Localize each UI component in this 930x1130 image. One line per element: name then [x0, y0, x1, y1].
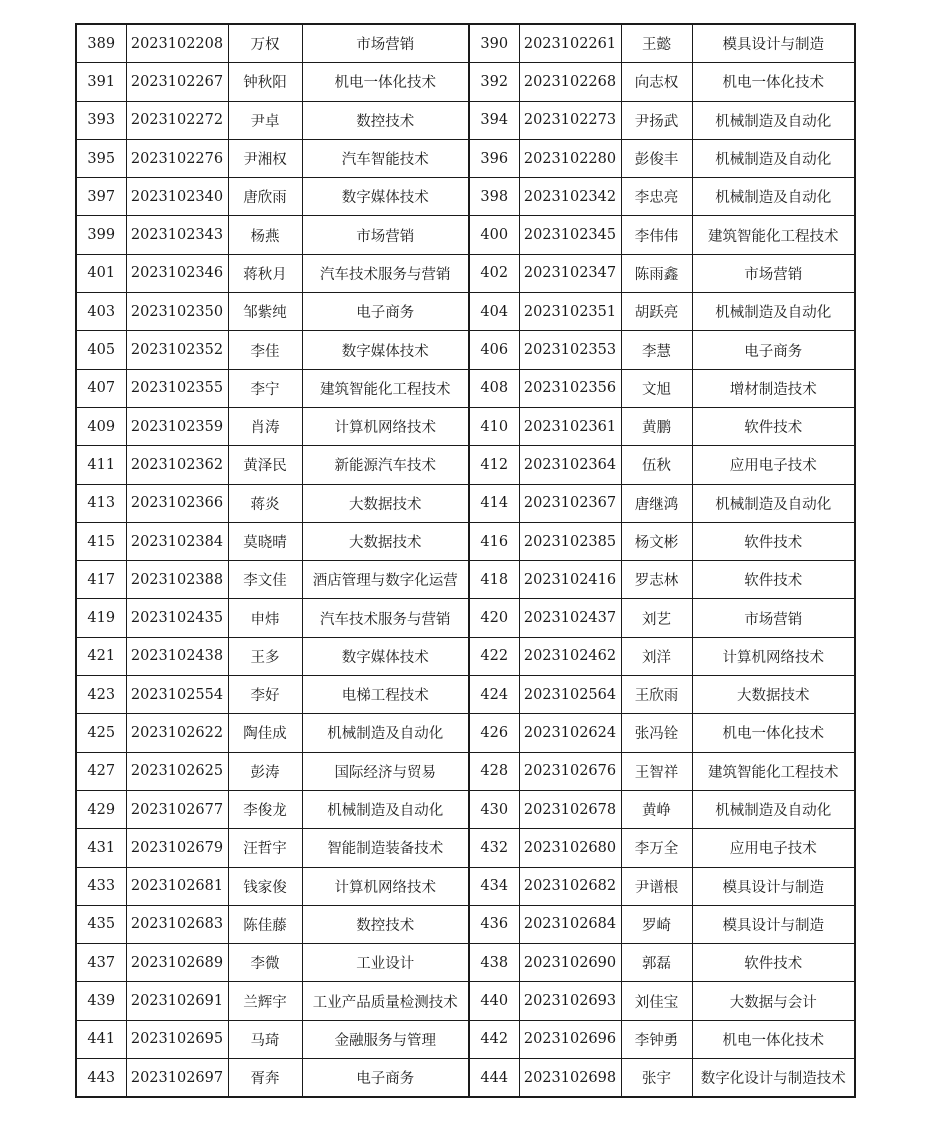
- student-name-cell: 钟秋阳: [228, 63, 302, 101]
- student-id-cell: 2023102276: [126, 139, 228, 177]
- table-row: [76, 599, 855, 637]
- serial-number-cell: 406: [469, 331, 519, 369]
- student-id-cell: 2023102364: [519, 446, 621, 484]
- student-name-cell: 彭涛: [228, 752, 302, 790]
- serial-number-cell: 420: [469, 599, 519, 637]
- table-row: [76, 369, 855, 407]
- major-cell: 数字媒体技术: [302, 331, 469, 369]
- major-cell: 软件技术: [692, 522, 855, 560]
- major-cell: 机械制造及自动化: [692, 178, 855, 216]
- student-id-cell: 2023102366: [126, 484, 228, 522]
- major-cell: 计算机网络技术: [302, 867, 469, 905]
- student-name-cell: 李慧: [621, 331, 692, 369]
- serial-number-cell: 425: [76, 714, 126, 752]
- major-cell: 机械制造及自动化: [692, 484, 855, 522]
- student-id-cell: 2023102261: [519, 24, 621, 63]
- serial-number-cell: 437: [76, 944, 126, 982]
- student-id-cell: 2023102272: [126, 101, 228, 139]
- major-cell: 应用电子技术: [692, 829, 855, 867]
- major-cell: 增材制造技术: [692, 369, 855, 407]
- student-id-cell: 2023102696: [519, 1020, 621, 1058]
- serial-number-cell: 442: [469, 1020, 519, 1058]
- major-cell: 机械制造及自动化: [692, 293, 855, 331]
- major-cell: 市场营销: [692, 599, 855, 637]
- table-row: [76, 254, 855, 292]
- serial-number-cell: 400: [469, 216, 519, 254]
- student-id-cell: 2023102268: [519, 63, 621, 101]
- student-id-cell: 2023102690: [519, 944, 621, 982]
- student-id-cell: 2023102362: [126, 446, 228, 484]
- serial-number-cell: 416: [469, 522, 519, 560]
- student-name-cell: 尹湘权: [228, 139, 302, 177]
- student-id-cell: 2023102624: [519, 714, 621, 752]
- student-name-cell: 李佳: [228, 331, 302, 369]
- student-name-cell: 杨文彬: [621, 522, 692, 560]
- table-row: [76, 24, 855, 63]
- serial-number-cell: 441: [76, 1020, 126, 1058]
- serial-number-cell: 435: [76, 905, 126, 943]
- serial-number-cell: 414: [469, 484, 519, 522]
- serial-number-cell: 410: [469, 407, 519, 445]
- student-name-cell: 汪哲宇: [228, 829, 302, 867]
- serial-number-cell: 409: [76, 407, 126, 445]
- major-cell: 大数据与会计: [692, 982, 855, 1020]
- student-name-cell: 胥奔: [228, 1059, 302, 1098]
- student-name-cell: 马琦: [228, 1020, 302, 1058]
- major-cell: 数字化设计与制造技术: [692, 1059, 855, 1098]
- student-name-cell: 向志权: [621, 63, 692, 101]
- student-id-cell: 2023102683: [126, 905, 228, 943]
- student-id-cell: 2023102691: [126, 982, 228, 1020]
- student-id-cell: 2023102347: [519, 254, 621, 292]
- student-id-cell: 2023102359: [126, 407, 228, 445]
- major-cell: 数字媒体技术: [302, 637, 469, 675]
- table-row: [76, 522, 855, 560]
- student-id-cell: 2023102346: [126, 254, 228, 292]
- major-cell: 电子商务: [302, 293, 469, 331]
- major-cell: 机械制造及自动化: [692, 101, 855, 139]
- major-cell: 机电一体化技术: [692, 714, 855, 752]
- student-id-cell: 2023102698: [519, 1059, 621, 1098]
- student-name-cell: 唐欣雨: [228, 178, 302, 216]
- major-cell: 软件技术: [692, 407, 855, 445]
- major-cell: 汽车技术服务与营销: [302, 254, 469, 292]
- major-cell: 大数据技术: [692, 676, 855, 714]
- serial-number-cell: 407: [76, 369, 126, 407]
- student-name-cell: 文旭: [621, 369, 692, 407]
- serial-number-cell: 395: [76, 139, 126, 177]
- major-cell: 建筑智能化工程技术: [692, 752, 855, 790]
- major-cell: 机电一体化技术: [692, 63, 855, 101]
- student-id-cell: 2023102697: [126, 1059, 228, 1098]
- serial-number-cell: 432: [469, 829, 519, 867]
- table-row: [76, 944, 855, 982]
- student-id-cell: 2023102680: [519, 829, 621, 867]
- student-id-cell: 2023102356: [519, 369, 621, 407]
- serial-number-cell: 418: [469, 561, 519, 599]
- serial-number-cell: 392: [469, 63, 519, 101]
- student-name-cell: 李宁: [228, 369, 302, 407]
- student-id-cell: 2023102355: [126, 369, 228, 407]
- student-name-cell: 陶佳成: [228, 714, 302, 752]
- major-cell: 新能源汽车技术: [302, 446, 469, 484]
- student-name-cell: 王欣雨: [621, 676, 692, 714]
- serial-number-cell: 431: [76, 829, 126, 867]
- serial-number-cell: 439: [76, 982, 126, 1020]
- student-id-cell: 2023102343: [126, 216, 228, 254]
- major-cell: 汽车智能技术: [302, 139, 469, 177]
- table-row: [76, 446, 855, 484]
- serial-number-cell: 434: [469, 867, 519, 905]
- major-cell: 工业设计: [302, 944, 469, 982]
- major-cell: 建筑智能化工程技术: [302, 369, 469, 407]
- serial-number-cell: 444: [469, 1059, 519, 1098]
- major-cell: 机械制造及自动化: [692, 139, 855, 177]
- student-id-cell: 2023102350: [126, 293, 228, 331]
- student-name-cell: 王懿: [621, 24, 692, 63]
- major-cell: 机械制造及自动化: [692, 790, 855, 828]
- major-cell: 电子商务: [692, 331, 855, 369]
- student-id-cell: 2023102437: [519, 599, 621, 637]
- student-name-cell: 郭磊: [621, 944, 692, 982]
- student-name-cell: 肖涛: [228, 407, 302, 445]
- student-name-cell: 罗志林: [621, 561, 692, 599]
- student-name-cell: 李俊龙: [228, 790, 302, 828]
- student-name-cell: 陈佳藤: [228, 905, 302, 943]
- student-name-cell: 尹扬武: [621, 101, 692, 139]
- student-name-cell: 李万全: [621, 829, 692, 867]
- student-name-cell: 彭俊丰: [621, 139, 692, 177]
- student-id-cell: 2023102367: [519, 484, 621, 522]
- major-cell: 数控技术: [302, 101, 469, 139]
- student-name-cell: 胡跃亮: [621, 293, 692, 331]
- student-id-cell: 2023102342: [519, 178, 621, 216]
- major-cell: 数字媒体技术: [302, 178, 469, 216]
- student-name-cell: 邹紫纯: [228, 293, 302, 331]
- serial-number-cell: 430: [469, 790, 519, 828]
- serial-number-cell: 398: [469, 178, 519, 216]
- table-row: [76, 561, 855, 599]
- table-row: [76, 331, 855, 369]
- student-name-cell: 万权: [228, 24, 302, 63]
- major-cell: 酒店管理与数字化运营: [302, 561, 469, 599]
- serial-number-cell: 428: [469, 752, 519, 790]
- table-row: [76, 216, 855, 254]
- major-cell: 大数据技术: [302, 522, 469, 560]
- student-id-cell: 2023102622: [126, 714, 228, 752]
- serial-number-cell: 390: [469, 24, 519, 63]
- major-cell: 市场营销: [302, 24, 469, 63]
- major-cell: 国际经济与贸易: [302, 752, 469, 790]
- table-row: [76, 752, 855, 790]
- student-id-cell: 2023102625: [126, 752, 228, 790]
- student-name-cell: 张冯铨: [621, 714, 692, 752]
- student-id-cell: 2023102682: [519, 867, 621, 905]
- student-id-cell: 2023102416: [519, 561, 621, 599]
- student-id-cell: 2023102351: [519, 293, 621, 331]
- student-id-cell: 2023102695: [126, 1020, 228, 1058]
- student-name-cell: 罗崎: [621, 905, 692, 943]
- student-id-cell: 2023102678: [519, 790, 621, 828]
- student-id-cell: 2023102564: [519, 676, 621, 714]
- student-id-cell: 2023102361: [519, 407, 621, 445]
- student-name-cell: 黄泽民: [228, 446, 302, 484]
- student-id-cell: 2023102554: [126, 676, 228, 714]
- student-id-cell: 2023102388: [126, 561, 228, 599]
- major-cell: 电子商务: [302, 1059, 469, 1098]
- student-name-cell: 唐继鸿: [621, 484, 692, 522]
- student-name-cell: 申炜: [228, 599, 302, 637]
- serial-number-cell: 408: [469, 369, 519, 407]
- student-id-cell: 2023102353: [519, 331, 621, 369]
- student-name-cell: 刘佳宝: [621, 982, 692, 1020]
- major-cell: 建筑智能化工程技术: [692, 216, 855, 254]
- major-cell: 大数据技术: [302, 484, 469, 522]
- student-name-cell: 尹卓: [228, 101, 302, 139]
- serial-number-cell: 391: [76, 63, 126, 101]
- serial-number-cell: 412: [469, 446, 519, 484]
- serial-number-cell: 396: [469, 139, 519, 177]
- student-id-cell: 2023102340: [126, 178, 228, 216]
- student-id-cell: 2023102435: [126, 599, 228, 637]
- serial-number-cell: 399: [76, 216, 126, 254]
- student-id-cell: 2023102385: [519, 522, 621, 560]
- serial-number-cell: 429: [76, 790, 126, 828]
- major-cell: 机械制造及自动化: [302, 714, 469, 752]
- table-row: [76, 714, 855, 752]
- serial-number-cell: 411: [76, 446, 126, 484]
- serial-number-cell: 389: [76, 24, 126, 63]
- student-id-cell: 2023102681: [126, 867, 228, 905]
- student-id-cell: 2023102352: [126, 331, 228, 369]
- major-cell: 智能制造装备技术: [302, 829, 469, 867]
- student-name-cell: 莫晓晴: [228, 522, 302, 560]
- table-row: [76, 101, 855, 139]
- serial-number-cell: 422: [469, 637, 519, 675]
- student-name-cell: 刘洋: [621, 637, 692, 675]
- student-name-cell: 李伟伟: [621, 216, 692, 254]
- student-id-cell: 2023102273: [519, 101, 621, 139]
- serial-number-cell: 419: [76, 599, 126, 637]
- student-name-cell: 李钟勇: [621, 1020, 692, 1058]
- major-cell: 计算机网络技术: [302, 407, 469, 445]
- major-cell: 应用电子技术: [692, 446, 855, 484]
- major-cell: 模具设计与制造: [692, 24, 855, 63]
- student-name-cell: 尹谱根: [621, 867, 692, 905]
- student-name-cell: 黄峥: [621, 790, 692, 828]
- table-row: [76, 676, 855, 714]
- table-row: [76, 790, 855, 828]
- student-name-cell: 陈雨鑫: [621, 254, 692, 292]
- table-row: [76, 1059, 855, 1098]
- student-name-cell: 李微: [228, 944, 302, 982]
- major-cell: 模具设计与制造: [692, 867, 855, 905]
- major-cell: 工业产品质量检测技术: [302, 982, 469, 1020]
- table-row: [76, 293, 855, 331]
- student-id-cell: 2023102677: [126, 790, 228, 828]
- major-cell: 机电一体化技术: [302, 63, 469, 101]
- major-cell: 计算机网络技术: [692, 637, 855, 675]
- serial-number-cell: 405: [76, 331, 126, 369]
- roster-body: [76, 24, 855, 1097]
- student-name-cell: 伍秋: [621, 446, 692, 484]
- table-row: [76, 1020, 855, 1058]
- serial-number-cell: 393: [76, 101, 126, 139]
- serial-number-cell: 403: [76, 293, 126, 331]
- serial-number-cell: 404: [469, 293, 519, 331]
- serial-number-cell: 440: [469, 982, 519, 1020]
- serial-number-cell: 426: [469, 714, 519, 752]
- serial-number-cell: 436: [469, 905, 519, 943]
- major-cell: 软件技术: [692, 944, 855, 982]
- student-name-cell: 兰辉宇: [228, 982, 302, 1020]
- major-cell: 市场营销: [692, 254, 855, 292]
- table-row: [76, 905, 855, 943]
- student-name-cell: 李好: [228, 676, 302, 714]
- major-cell: 机电一体化技术: [692, 1020, 855, 1058]
- serial-number-cell: 402: [469, 254, 519, 292]
- table-row: [76, 139, 855, 177]
- serial-number-cell: 438: [469, 944, 519, 982]
- student-name-cell: 李文佳: [228, 561, 302, 599]
- table-row: [76, 63, 855, 101]
- serial-number-cell: 415: [76, 522, 126, 560]
- student-id-cell: 2023102384: [126, 522, 228, 560]
- serial-number-cell: 413: [76, 484, 126, 522]
- serial-number-cell: 417: [76, 561, 126, 599]
- table-row: [76, 407, 855, 445]
- student-name-cell: 钱家俊: [228, 867, 302, 905]
- student-id-cell: 2023102267: [126, 63, 228, 101]
- serial-number-cell: 394: [469, 101, 519, 139]
- student-id-cell: 2023102345: [519, 216, 621, 254]
- major-cell: 数控技术: [302, 905, 469, 943]
- student-id-cell: 2023102676: [519, 752, 621, 790]
- table-row: [76, 867, 855, 905]
- student-name-cell: 王多: [228, 637, 302, 675]
- serial-number-cell: 433: [76, 867, 126, 905]
- student-name-cell: 李忠亮: [621, 178, 692, 216]
- student-id-cell: 2023102689: [126, 944, 228, 982]
- major-cell: 电梯工程技术: [302, 676, 469, 714]
- major-cell: 市场营销: [302, 216, 469, 254]
- student-name-cell: 黄鹏: [621, 407, 692, 445]
- student-name-cell: 张宇: [621, 1059, 692, 1098]
- student-name-cell: 蒋秋月: [228, 254, 302, 292]
- serial-number-cell: 424: [469, 676, 519, 714]
- serial-number-cell: 401: [76, 254, 126, 292]
- serial-number-cell: 423: [76, 676, 126, 714]
- student-id-cell: 2023102438: [126, 637, 228, 675]
- table-row: [76, 484, 855, 522]
- serial-number-cell: 443: [76, 1059, 126, 1098]
- serial-number-cell: 421: [76, 637, 126, 675]
- table-row: [76, 637, 855, 675]
- major-cell: 汽车技术服务与营销: [302, 599, 469, 637]
- student-id-cell: 2023102693: [519, 982, 621, 1020]
- student-id-cell: 2023102679: [126, 829, 228, 867]
- student-id-cell: 2023102280: [519, 139, 621, 177]
- table-row: [76, 178, 855, 216]
- student-id-cell: 2023102462: [519, 637, 621, 675]
- student-name-cell: 蒋炎: [228, 484, 302, 522]
- major-cell: 金融服务与管理: [302, 1020, 469, 1058]
- major-cell: 机械制造及自动化: [302, 790, 469, 828]
- student-roster-table: [75, 23, 856, 1098]
- student-name-cell: 刘艺: [621, 599, 692, 637]
- major-cell: 模具设计与制造: [692, 905, 855, 943]
- student-id-cell: 2023102208: [126, 24, 228, 63]
- table-row: [76, 982, 855, 1020]
- major-cell: 软件技术: [692, 561, 855, 599]
- student-id-cell: 2023102684: [519, 905, 621, 943]
- table-row: [76, 829, 855, 867]
- student-name-cell: 杨燕: [228, 216, 302, 254]
- serial-number-cell: 397: [76, 178, 126, 216]
- serial-number-cell: 427: [76, 752, 126, 790]
- student-name-cell: 王智祥: [621, 752, 692, 790]
